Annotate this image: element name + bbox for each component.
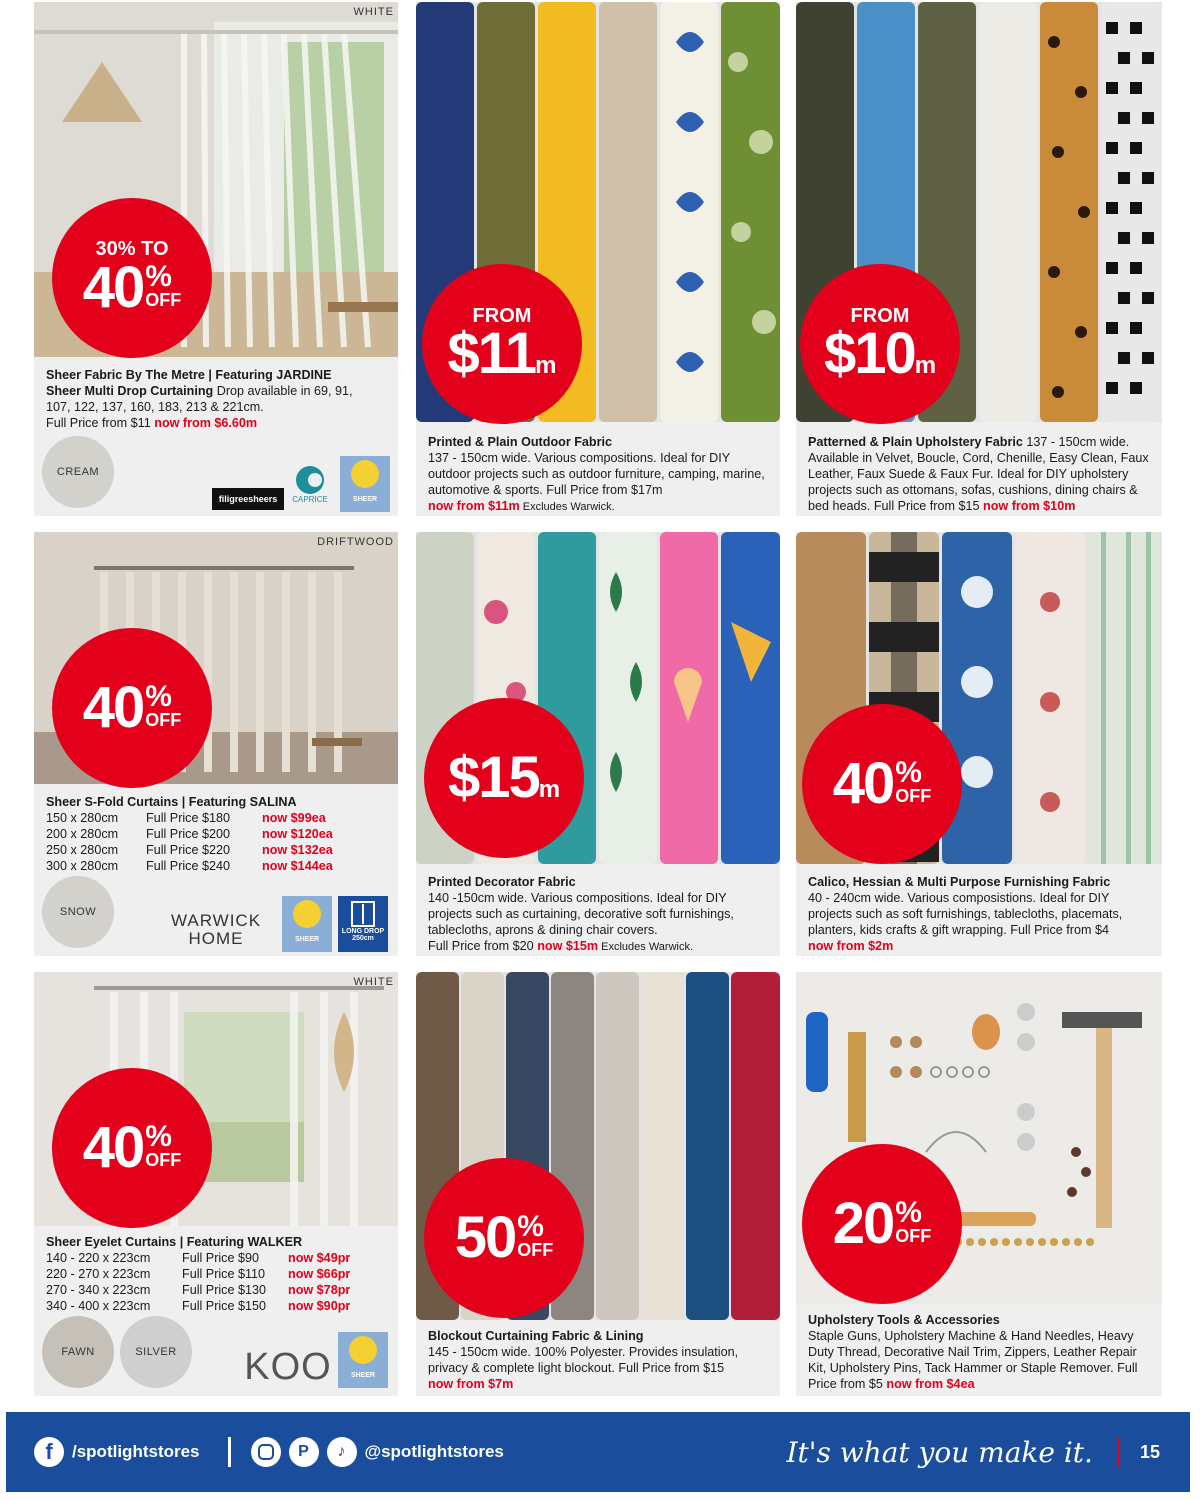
price-badge xyxy=(800,264,960,424)
product-desc: 137 - 150cm wide. Available in Velvet, Boucle, Cord, Chenille, Easy Clean, Faux Leather, Faux Suede & Faux Fur. Ideal for DIY upholstery projects such as ottomans, sofas, cushions, dining chairs & bed heads. Full Price from $15 xyxy=(808,435,1149,513)
full-price: Full Price $200 xyxy=(146,827,230,841)
swatch-fawn[interactable]: FAWN xyxy=(42,1316,114,1388)
discount-badge xyxy=(424,1158,584,1318)
facebook-handle[interactable]: /spotlightstores xyxy=(72,1442,200,1461)
badge-number: 40 xyxy=(832,751,894,816)
product-desc: Drop available in 69, 91, xyxy=(213,384,353,398)
facebook-icon[interactable]: f xyxy=(34,1437,64,1467)
full-price: Full Price $110 xyxy=(182,1267,266,1281)
swatch-snow[interactable]: SNOW xyxy=(42,876,114,948)
product-card-calico-fabric[interactable] xyxy=(796,532,1162,956)
product-details xyxy=(46,367,390,431)
product-details xyxy=(46,1234,390,1314)
product-feature: | Featuring WALKER xyxy=(179,1235,303,1249)
product-title: Sheer Eyelet Curtains xyxy=(46,1235,177,1249)
discount-badge xyxy=(52,628,212,788)
product-details xyxy=(808,874,1154,954)
warwick-home-logo xyxy=(164,912,268,948)
price-now: now from $7m xyxy=(428,1377,514,1391)
divider xyxy=(228,1437,231,1467)
badge-percent: % xyxy=(145,680,172,713)
badge-number: 40 xyxy=(82,255,144,320)
price-now: now from $6.60m xyxy=(154,416,258,430)
now-price: now $99ea xyxy=(262,811,326,825)
badge-unit: m xyxy=(535,352,557,379)
badge-percent: % xyxy=(145,260,172,293)
product-card-blockout-fabric[interactable] xyxy=(416,972,780,1396)
instagram-icon[interactable] xyxy=(251,1437,281,1467)
badge-off: OFF xyxy=(895,786,932,806)
price-now: now from $10m xyxy=(983,499,1076,513)
product-details xyxy=(808,1312,1154,1392)
size: 200 x 280cm xyxy=(46,827,119,841)
size-price-table xyxy=(46,810,390,874)
discount-badge xyxy=(52,1068,212,1228)
product-title: Sheer S-Fold Curtains xyxy=(46,795,179,809)
long-drop-label: LONG DROP xyxy=(341,928,385,935)
size: 250 x 280cm xyxy=(46,843,119,857)
badge-off: OFF xyxy=(145,710,182,730)
product-details xyxy=(428,434,772,515)
discount-badge xyxy=(802,704,962,864)
product-desc: 145 - 150cm wide. 100% Polyester. Provides insulation, privacy & complete light blockout. Full Price from $15 xyxy=(428,1345,739,1375)
caprice-text: CAPRICE xyxy=(292,494,328,504)
price-now: now $15m xyxy=(537,939,599,953)
full-price: Full Price $130 xyxy=(182,1283,266,1297)
now-price: now $78pr xyxy=(288,1283,351,1297)
product-card-sheer-fabric[interactable] xyxy=(34,2,398,516)
product-title: Printed Decorator Fabric xyxy=(428,875,576,889)
product-feature: | Featuring SALINA xyxy=(181,795,297,809)
badge-off: OFF xyxy=(517,1240,554,1260)
badge-percent: % xyxy=(517,1210,544,1243)
product-details xyxy=(46,794,390,874)
product-title: Sheer Fabric By The Metre xyxy=(46,368,205,382)
now-price: now $120ea xyxy=(262,827,333,841)
size-price-table xyxy=(46,1250,390,1314)
full-price: Full Price $150 xyxy=(182,1299,266,1313)
badge-price: $11 xyxy=(447,321,536,386)
size: 340 - 400 x 223cm xyxy=(46,1299,151,1313)
pinterest-icon[interactable]: P xyxy=(289,1437,319,1467)
badge-number: 50 xyxy=(454,1205,516,1270)
social-handle[interactable]: @spotlightstores xyxy=(364,1442,504,1461)
product-desc-2: 107, 122, 137, 160, 183, 213 & 221cm. xyxy=(46,400,264,414)
badge-percent: % xyxy=(145,1120,172,1153)
full-price: Full Price $90 xyxy=(182,1251,259,1265)
sheer-sun-icon xyxy=(338,1332,388,1388)
product-card-upholstery-fabric[interactable] xyxy=(796,2,1162,516)
full-price: Full Price $180 xyxy=(146,811,230,825)
badge-unit: m xyxy=(914,352,937,379)
price-now: now from $2m xyxy=(808,939,894,953)
badge-percent: % xyxy=(895,756,922,789)
badge-number: 40 xyxy=(82,675,144,740)
full-price: Full Price $220 xyxy=(146,843,230,857)
price-label: Full Price from $11 xyxy=(46,416,155,430)
logo-line-2: HOME xyxy=(188,929,244,948)
color-label: WHITE xyxy=(353,976,394,988)
product-card-sfold-curtains[interactable] xyxy=(34,532,398,956)
price-label: Full Price from $20 xyxy=(428,939,538,953)
product-desc: Staple Guns, Upholstery Machine & Hand Needles, Heavy Duty Thread, Decorative Nail Trim, Zippers, Leather Repair Kit, Upholstery Pins, Tack Hammer or Staple Remover. Full Price from $5 xyxy=(808,1329,1138,1391)
badge-price: $10 xyxy=(823,321,915,386)
color-label: DRIFTWOOD xyxy=(317,536,394,548)
product-title: Patterned & Plain Upholstery Fabric xyxy=(808,435,1023,449)
badge-top-text: 30% TO xyxy=(95,238,169,260)
caprice-logo xyxy=(286,458,334,510)
long-drop-size: 250cm xyxy=(352,935,374,942)
size: 150 x 280cm xyxy=(46,811,119,825)
full-price: Full Price $240 xyxy=(146,859,230,873)
product-card-decorator-fabric[interactable] xyxy=(416,532,780,956)
sun-label: SHEER xyxy=(350,1372,376,1379)
sun-label: SHEER xyxy=(352,496,378,503)
product-details xyxy=(428,1328,772,1392)
size: 140 - 220 x 223cm xyxy=(46,1251,151,1265)
footer-bar xyxy=(6,1412,1190,1492)
badge-off: OFF xyxy=(895,1226,932,1246)
filigree-logo: filigreesheers xyxy=(212,488,284,510)
product-desc: 140 -150cm wide. Various compositions. Ideal for DIY projects such as curtaining, decorative soft furnishings, tablecloths, aprons & dining chair covers. xyxy=(428,891,734,937)
badge-number: 20 xyxy=(832,1191,894,1256)
tagline: It's what you make it. xyxy=(786,1435,1093,1469)
product-card-upholstery-tools[interactable] xyxy=(796,972,1162,1396)
discount-badge xyxy=(52,198,212,358)
product-details xyxy=(808,434,1154,514)
price-badge xyxy=(424,698,584,858)
swatch-silver[interactable]: SILVER xyxy=(120,1316,192,1388)
product-card-outdoor-fabric[interactable] xyxy=(416,2,780,516)
product-title: Printed & Plain Outdoor Fabric xyxy=(428,435,613,449)
product-desc: 40 - 240cm wide. Various composistions. Ideal for DIY projects such as soft furnishings, tablecloths, placemats, planters, kids crafts & gift wrapping. Full Price from $4 xyxy=(808,891,1123,937)
note: Excludes Warwick. xyxy=(598,941,694,953)
badge-from: FROM xyxy=(472,305,532,327)
now-price: now $144ea xyxy=(262,859,333,873)
product-feature: | Featuring JARDINE xyxy=(208,368,332,382)
price-now: now from $11m xyxy=(428,499,520,513)
now-price: now $66pr xyxy=(288,1267,351,1281)
now-price: now $132ea xyxy=(262,843,333,857)
product-subtitle: Sheer Multi Drop Curtaining xyxy=(46,384,214,398)
long-drop-icon xyxy=(338,896,388,952)
badge-unit: m xyxy=(538,776,561,803)
sheer-sun-icon xyxy=(340,456,390,512)
now-price: now $90pr xyxy=(288,1299,351,1313)
badge-percent: % xyxy=(895,1196,922,1229)
badge-off: OFF xyxy=(145,1150,182,1170)
size: 270 - 340 x 223cm xyxy=(46,1283,151,1297)
product-details xyxy=(428,874,772,955)
divider xyxy=(1117,1437,1120,1467)
product-title: Blockout Curtaining Fabric & Lining xyxy=(428,1329,644,1343)
badge-number: 40 xyxy=(82,1115,144,1180)
page-number: 15 xyxy=(1139,1441,1160,1462)
badge-from: FROM xyxy=(850,305,910,327)
badge-price: $15 xyxy=(447,745,539,810)
now-price: now $49pr xyxy=(288,1251,351,1265)
note: Excludes Warwick. xyxy=(519,501,615,513)
logo-line-1: WARWICK xyxy=(170,911,262,930)
product-desc: 137 - 150cm wide. Various compositions. Ideal for DIY outdoor projects such as outdoor furniture, camping, marine, automotive & sports. Full Price from $17m xyxy=(428,451,765,497)
product-title: Calico, Hessian & Multi Purpose Furnishing Fabric xyxy=(808,875,1111,889)
koo-logo: KOO xyxy=(244,1345,332,1388)
product-card-eyelet-curtains[interactable] xyxy=(34,972,398,1396)
size: 220 - 270 x 223cm xyxy=(46,1267,151,1281)
color-label: WHITE xyxy=(353,6,394,18)
sheer-sun-icon xyxy=(282,896,332,952)
product-title: Upholstery Tools & Accessories xyxy=(808,1313,1000,1327)
discount-badge xyxy=(802,1144,962,1304)
size: 300 x 280cm xyxy=(46,859,119,873)
price-badge xyxy=(422,264,582,424)
swatch-cream[interactable]: CREAM xyxy=(42,436,114,508)
sun-label: SHEER xyxy=(294,936,320,943)
price-now: now from $4ea xyxy=(886,1377,975,1391)
badge-off: OFF xyxy=(145,290,182,310)
tiktok-icon[interactable]: ♪ xyxy=(327,1437,357,1467)
